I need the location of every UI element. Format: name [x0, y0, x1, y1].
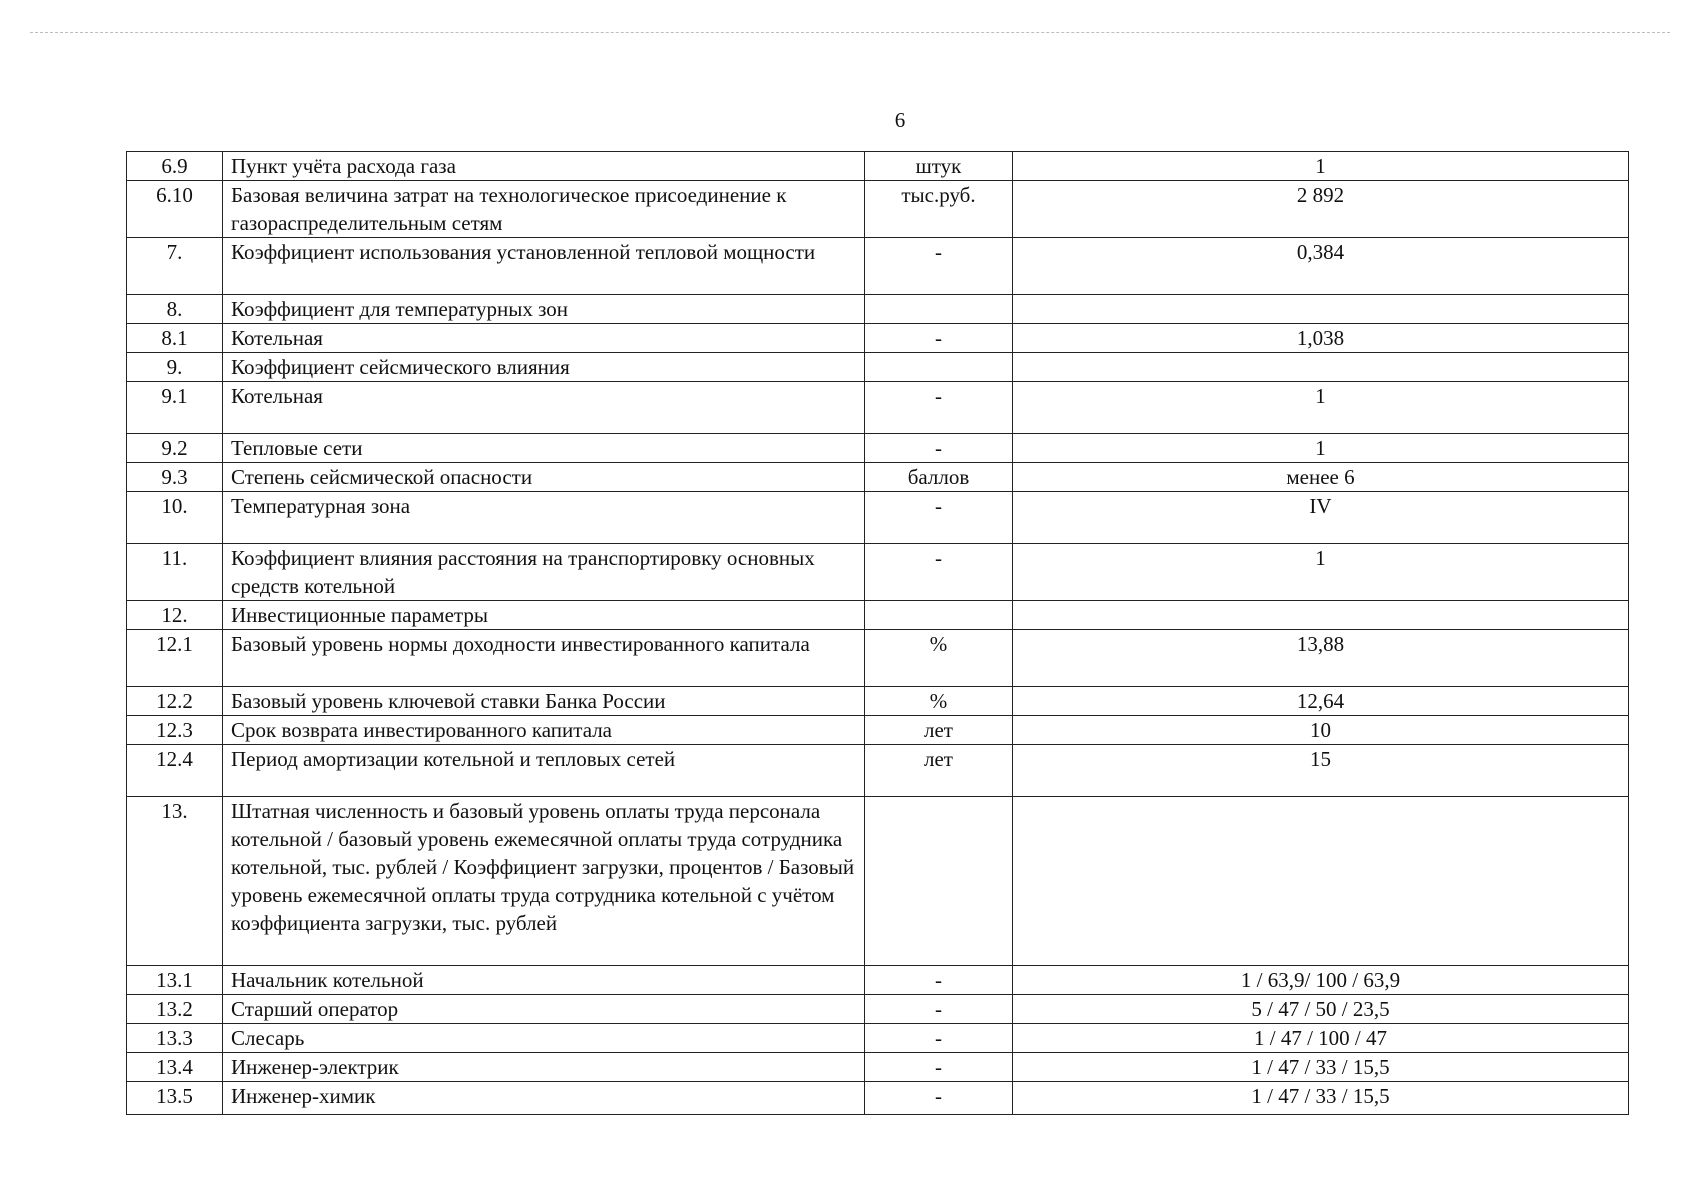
value-cell: 1 [1013, 544, 1629, 601]
table-row [127, 492, 1629, 544]
parameter-name-cell: Коэффициент использования установленной тепловой мощности [223, 238, 865, 295]
parameter-name-cell: Инженер-электрик [223, 1053, 865, 1082]
parameter-name-cell: Пункт учёта расхода газа [223, 152, 865, 181]
value-cell: 10 [1013, 716, 1629, 745]
table-row [127, 463, 1629, 492]
table-row [127, 152, 1629, 181]
parameter-name-cell: Степень сейсмической опасности [223, 463, 865, 492]
table-row [127, 745, 1629, 797]
parameter-name-cell: Период амортизации котельной и тепловых сетей [223, 745, 865, 797]
unit-cell: - [865, 1024, 1013, 1053]
unit-cell [865, 353, 1013, 382]
table-row [127, 382, 1629, 434]
parameter-name-cell: Тепловые сети [223, 434, 865, 463]
table-row [127, 630, 1629, 687]
parameter-name-cell: Температурная зона [223, 492, 865, 544]
value-cell: 13,88 [1013, 630, 1629, 687]
unit-cell: штук [865, 152, 1013, 181]
row-number-cell: 7. [127, 238, 223, 295]
table-row [127, 1082, 1629, 1115]
parameter-name-cell: Коэффициент влияния расстояния на транспортировку основных средств котельной [223, 544, 865, 601]
unit-cell: - [865, 544, 1013, 601]
table-row [127, 601, 1629, 630]
parameter-name-cell: Начальник котельной [223, 966, 865, 995]
unit-cell: - [865, 966, 1013, 995]
value-cell: менее 6 [1013, 463, 1629, 492]
row-number-cell: 6.9 [127, 152, 223, 181]
value-cell [1013, 601, 1629, 630]
value-cell: 1 / 63,9/ 100 / 63,9 [1013, 966, 1629, 995]
row-number-cell: 13.5 [127, 1082, 223, 1115]
row-number-cell: 8.1 [127, 324, 223, 353]
table-row [127, 995, 1629, 1024]
row-number-cell: 13.2 [127, 995, 223, 1024]
unit-cell: - [865, 995, 1013, 1024]
parameter-name-cell: Котельная [223, 324, 865, 353]
table-row [127, 1024, 1629, 1053]
value-cell: IV [1013, 492, 1629, 544]
row-number-cell: 9.1 [127, 382, 223, 434]
parameter-name-cell: Котельная [223, 382, 865, 434]
parameter-name-cell: Штатная численность и базовый уровень оплаты труда персонала котельной / базовый уровень ежемесячной оплаты труда сотрудника котельной, тыс. рублей / Коэффициент загрузки, процентов / Базовый уровень ежемесячной оплаты труда сотрудника котельной с учётом коэффициента загрузки, тыс. рублей [223, 797, 865, 966]
row-number-cell: 13.3 [127, 1024, 223, 1053]
value-cell: 12,64 [1013, 687, 1629, 716]
unit-cell: баллов [865, 463, 1013, 492]
unit-cell: % [865, 687, 1013, 716]
value-cell: 1 / 47 / 33 / 15,5 [1013, 1082, 1629, 1115]
value-cell: 1 [1013, 152, 1629, 181]
parameter-name-cell: Срок возврата инвестированного капитала [223, 716, 865, 745]
value-cell [1013, 797, 1629, 966]
parameter-name-cell: Базовый уровень нормы доходности инвестированного капитала [223, 630, 865, 687]
unit-cell [865, 295, 1013, 324]
unit-cell: % [865, 630, 1013, 687]
parameter-name-cell: Инвестиционные параметры [223, 601, 865, 630]
table-row [127, 181, 1629, 238]
row-number-cell: 13.4 [127, 1053, 223, 1082]
unit-cell: лет [865, 745, 1013, 797]
table-row [127, 353, 1629, 382]
value-cell: 15 [1013, 745, 1629, 797]
row-number-cell: 12. [127, 601, 223, 630]
table-row [127, 295, 1629, 324]
row-number-cell: 11. [127, 544, 223, 601]
unit-cell: - [865, 1053, 1013, 1082]
scan-border-line [30, 32, 1670, 33]
table-row [127, 434, 1629, 463]
row-number-cell: 9.3 [127, 463, 223, 492]
parameter-name-cell: Слесарь [223, 1024, 865, 1053]
row-number-cell: 6.10 [127, 181, 223, 238]
parameter-name-cell: Старший оператор [223, 995, 865, 1024]
unit-cell: лет [865, 716, 1013, 745]
row-number-cell: 12.4 [127, 745, 223, 797]
page-number: 6 [894, 108, 906, 132]
table-row [127, 1053, 1629, 1082]
value-cell: 1 / 47 / 100 / 47 [1013, 1024, 1629, 1053]
table-body [127, 152, 1629, 1115]
unit-cell: - [865, 492, 1013, 544]
table-row [127, 324, 1629, 353]
row-number-cell: 12.3 [127, 716, 223, 745]
value-cell [1013, 353, 1629, 382]
row-number-cell: 10. [127, 492, 223, 544]
unit-cell: - [865, 382, 1013, 434]
table-row [127, 544, 1629, 601]
parameter-name-cell: Коэффициент для температурных зон [223, 295, 865, 324]
unit-cell [865, 797, 1013, 966]
row-number-cell: 8. [127, 295, 223, 324]
row-number-cell: 12.2 [127, 687, 223, 716]
parameter-name-cell: Базовый уровень ключевой ставки Банка России [223, 687, 865, 716]
row-number-cell: 9.2 [127, 434, 223, 463]
parameter-name-cell: Инженер-химик [223, 1082, 865, 1115]
row-number-cell: 12.1 [127, 630, 223, 687]
unit-cell: - [865, 434, 1013, 463]
unit-cell: тыс.руб. [865, 181, 1013, 238]
unit-cell: - [865, 1082, 1013, 1115]
value-cell: 1,038 [1013, 324, 1629, 353]
unit-cell: - [865, 324, 1013, 353]
unit-cell [865, 601, 1013, 630]
unit-cell: - [865, 238, 1013, 295]
value-cell: 1 [1013, 434, 1629, 463]
row-number-cell: 13. [127, 797, 223, 966]
value-cell: 1 / 47 / 33 / 15,5 [1013, 1053, 1629, 1082]
row-number-cell: 13.1 [127, 966, 223, 995]
table-row [127, 687, 1629, 716]
row-number-cell: 9. [127, 353, 223, 382]
value-cell: 2 892 [1013, 181, 1629, 238]
table-row [127, 716, 1629, 745]
value-cell [1013, 295, 1629, 324]
parameter-name-cell: Базовая величина затрат на технологическое присоединение к газораспределительным сетям [223, 181, 865, 238]
value-cell: 5 / 47 / 50 / 23,5 [1013, 995, 1629, 1024]
value-cell: 1 [1013, 382, 1629, 434]
parameters-table [126, 151, 1629, 1115]
table-row [127, 797, 1629, 966]
table-row [127, 238, 1629, 295]
parameter-name-cell: Коэффициент сейсмического влияния [223, 353, 865, 382]
value-cell: 0,384 [1013, 238, 1629, 295]
table-row [127, 966, 1629, 995]
